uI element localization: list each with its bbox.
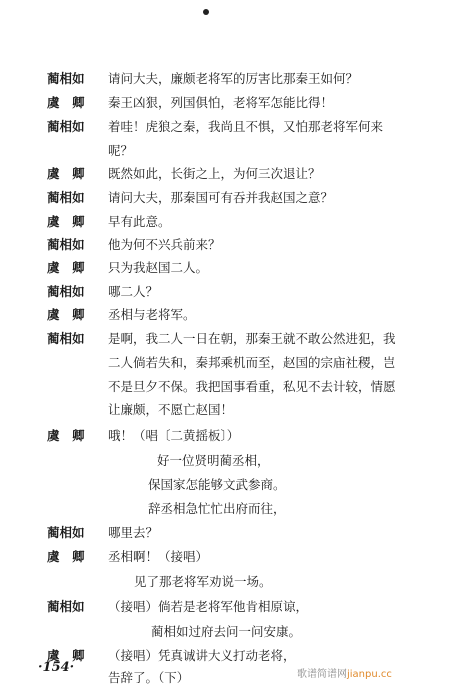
dialogue-line [0,545,451,569]
dialogue-line [0,139,451,163]
speaker-name: 蔺相如 [47,525,85,540]
dialogue-line [0,67,451,91]
speaker-name: 虞 卿 [47,214,85,229]
speaker-name: 虞 卿 [47,549,85,564]
dialogue-line [0,327,451,351]
line-text: 是啊，我二人一日在朝，那秦王就不敢公然进犯，我 [108,331,396,346]
speaker-name: 虞 卿 [47,307,85,322]
dialogue-line [0,497,451,521]
line-text: 辞丞相急忙忙出府而往， [148,501,286,516]
watermark-site: 歌谱简谱网 [297,669,347,680]
line-text: 见了那老将军劝说一场。 [134,574,272,589]
line-text: 哪二人？ [108,284,159,299]
dialogue-line [0,570,451,594]
speaker-name: 蔺相如 [47,119,85,134]
dialogue-line [0,303,451,327]
line-text: （接唱）倘若是老将军他肯相原谅， [108,599,309,614]
line-text: 哦！（唱〔二黄摇板〕） [108,428,240,443]
line-text: （接唱）凭真诚讲大义打动老将， [108,648,296,663]
dialogue-line [0,233,451,257]
dialogue-line [0,210,451,234]
top-dot-mark [203,9,209,15]
line-text: 蔺相如过府去问一问安康。 [151,624,302,639]
dialogue-line [0,620,451,644]
line-text: 早有此意。 [108,214,171,229]
dialogue-line [0,91,451,115]
speaker-name: 虞 卿 [47,166,85,181]
line-text: 丞相啊！（接唱） [108,549,209,564]
speaker-name: 虞 卿 [47,260,85,275]
speaker-name: 蔺相如 [47,331,85,346]
watermark-url: jianpu.cc [347,669,392,680]
dialogue-line [0,375,451,399]
line-text: 告辞了。（下） [108,670,190,685]
dialogue-line [0,473,451,497]
dialogue-line [0,115,451,139]
line-text: 不是旦夕不保。我把国事看重，私见不去计较，情愿 [108,379,396,394]
dialogue-line [0,256,451,280]
line-text: 哪里去？ [108,525,159,540]
dialogue-line [0,595,451,619]
speaker-name: 蔺相如 [47,284,85,299]
line-text: 丞相与老将军。 [108,307,196,322]
line-text: 请问大夫，廉颇老将军的厉害比那秦王如何？ [108,71,359,86]
line-text: 着哇！虎狼之秦，我尚且不惧，又怕那老将军何来 [108,119,384,134]
dialogue-line [0,186,451,210]
speaker-name: 虞 卿 [47,648,85,663]
dialogue-line [0,521,451,545]
dialogue-line [0,162,451,186]
dialogue-line [0,449,451,473]
line-text: 既然如此，长街之上，为何三次退让？ [108,166,321,181]
line-text: 只为我赵国二人。 [108,260,209,275]
line-text: 二人倘若失和，秦邦乘机而至，赵国的宗庙社稷，岂 [108,355,396,370]
speaker-name: 蔺相如 [47,237,85,252]
watermark [297,665,392,680]
dialogue-line [0,424,451,448]
line-text: 让廉颇，不愿亡赵国！ [108,402,234,417]
speaker-name: 蔺相如 [47,71,85,86]
dialogue-line [0,351,451,375]
speaker-name: 虞 卿 [47,428,85,443]
line-text: 保国家怎能够文武参商。 [148,477,286,492]
dialogue-line [0,280,451,304]
line-text: 请问大夫，那秦国可有吞并我赵国之意？ [108,190,334,205]
speaker-name: 蔺相如 [47,599,85,614]
line-text: 呢？ [108,143,134,158]
line-text: 秦王凶狠，列国俱怕，老将军怎能比得！ [108,95,334,110]
page-number: ·154· [38,660,75,675]
dialogue-line [0,398,451,422]
speaker-name: 虞 卿 [47,95,85,110]
line-text: 他为何不兴兵前来？ [108,237,221,252]
line-text: 好一位贤明蔺丞相， [157,453,270,468]
speaker-name: 蔺相如 [47,190,85,205]
